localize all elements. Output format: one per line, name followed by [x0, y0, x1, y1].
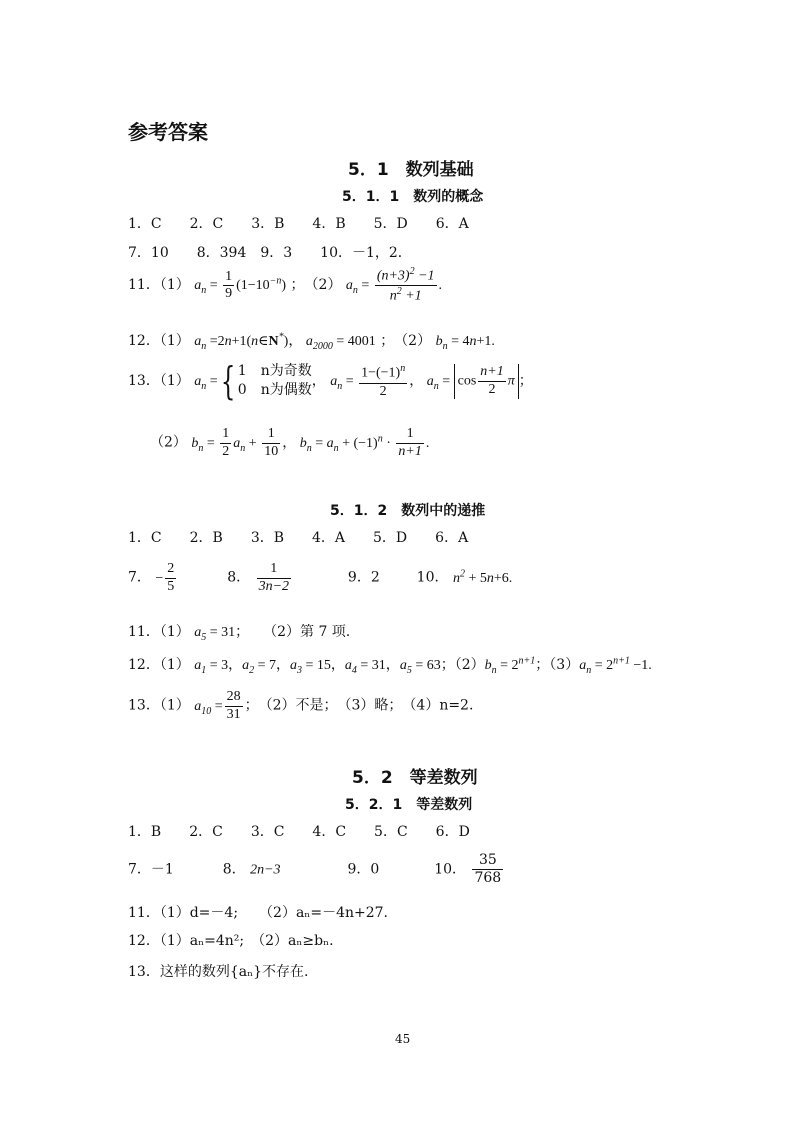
formula-13-1: $a_n$ =: [194, 374, 218, 392]
answer-8c-label: 8．: [222, 861, 246, 878]
answer-13-2: [150, 426, 429, 461]
formula-11b: $a_5 = 31$: [194, 625, 236, 643]
formula-12b-2: $b_n = 2^{n+1}$: [484, 655, 536, 676]
answer-11b: [128, 621, 350, 643]
answer-13: 13．（1） $a_n$ ={ 1 n为奇数 0 n为偶数 ， $a_n$ = $\frac{1-(-1)^n}{2}$ ， $a_n = \cos$ $\frac{n+1}{2}$ π ；: [128, 359, 533, 403]
answer-9b: 9．2: [347, 569, 380, 586]
answer-line-1-6: 1．C 2．C 3．B 4．B 5．D 6．A: [128, 216, 469, 232]
answer-12-label: 12．（1）: [128, 333, 190, 349]
answer-12c: 12．（1）aₙ=4n²; （2）aₙ≥bₙ.: [128, 933, 334, 949]
answer-13-2-label: （2）: [150, 434, 187, 451]
answer-10c-label: 10．: [434, 861, 467, 878]
answer-13b: [128, 689, 473, 724]
subsection-heading-5-1-1: 5．1．1 数列的概念: [342, 189, 484, 205]
formula-12-1: $a_n$ =2n+1(n∈N*)， $a_{2000} = 4001$: [194, 331, 376, 352]
answer-11b-rest: ； （2）第 7 项.: [235, 624, 351, 640]
answer-line-1-6c: 1．B 2．C 3．C 4．C 5．C 6．D: [128, 824, 470, 840]
formula-12b-1: $a_1 = 3$，$a_2 = 7$，$a_3 = 15$，$a_4 = 31$，$a_5 = 63$: [194, 658, 441, 676]
section-heading-5-1: 5．1 数列基础: [348, 160, 474, 180]
section-heading-5-2: 5．2 等差数列: [352, 768, 478, 788]
fraction-10c-den: 768: [474, 869, 502, 886]
formula-12b-3: $a_n = 2^{n+1} -1$.: [579, 655, 652, 676]
answer-9c: 9．0: [347, 861, 380, 878]
answer-11c: 11．（1）d=－4; （2）aₙ=－4n+27.: [128, 905, 388, 921]
formula-11-2: $a_n$ = $\frac{(n+3)^2 -1}{n^2 +1}$ .: [345, 266, 443, 305]
formula-13-2: $a_n$ = $\frac{1-(-1)^n}{2}$ ， $a_n = \cos$ $\frac{n+1}{2}$ π ；: [330, 363, 533, 399]
formula-8b: $\frac{1}{3n-2}$: [258, 561, 290, 594]
answer-12b-sep2: ；（3）: [535, 657, 580, 673]
fraction-10c: [472, 852, 503, 887]
formula-12-2: $b_n = 4n+1$.: [435, 334, 495, 352]
cases-block: 1 n为奇数 0 n为偶数: [237, 363, 312, 398]
formula-13-3: $b_n$ = $\frac{1}{2}$ $a_n$ + $\frac{1}{10}$ ， $b_n = a_n + (-1)^n$ · $\frac{1}{n+1}$ .: [191, 426, 430, 459]
answer-7-10c: [128, 852, 505, 887]
page-number: 45: [395, 1032, 411, 1046]
answer-8c-value: 2n−3: [250, 862, 281, 878]
answer-13-label: 13．（1）: [128, 373, 190, 389]
answer-12-sep: ； （2）: [380, 333, 432, 349]
fraction-10c-num: 35: [472, 852, 503, 870]
answer-13c: 13．这样的数列{aₙ}不存在.: [128, 964, 309, 980]
answer-7b-label: 7．: [128, 569, 151, 586]
answer-line-7-10: 7．10 8．394 9．3 10．－1，2．: [128, 245, 412, 261]
answer-11-label: 11．（1）: [128, 277, 190, 294]
page-title: 参考答案: [128, 120, 208, 144]
case-even: n为偶数: [260, 382, 312, 398]
answer-7-10b: [128, 561, 512, 596]
answer-12b: [128, 654, 652, 676]
formula-10b: $n^2 + 5n+6$.: [452, 567, 513, 586]
brace-icon: {: [220, 359, 235, 403]
formula-7b: − $\frac{2}{5}$: [155, 561, 175, 594]
answer-11b-label: 11．（1）: [128, 624, 190, 640]
answer-12b-sep1: ；（2）: [440, 657, 485, 673]
case-odd: n为奇数: [260, 363, 312, 380]
answer-8b-label: 8．: [227, 569, 251, 586]
answer-11: [128, 266, 442, 306]
answer-12: [128, 330, 495, 352]
formula-13b: $a_{10}$ = $\frac{28}{31}$: [194, 689, 241, 722]
answer-10b-label: 10．: [416, 569, 449, 586]
subsection-heading-5-2-1: 5．2．1 等差数列: [345, 797, 473, 813]
formula-11-1: $a_n$ = $\frac{1}{9}$ $(1-10^{-n})$: [194, 268, 287, 302]
subsection-heading-5-1-2: 5．1．2 数列中的递推: [330, 503, 486, 519]
answer-line-1-6b: 1．C 2．B 3．B 4．A 5．D 6．A: [128, 530, 469, 546]
answer-12b-label: 12．（1）: [128, 657, 190, 673]
answer-13b-rest: ； （2）不是； （3）略； （4）n=2.: [244, 697, 474, 714]
answer-11-sep: ； （2）: [290, 277, 342, 294]
answer-13b-label: 13．（1）: [128, 697, 190, 714]
answer-7c: 7．－1: [128, 861, 174, 878]
